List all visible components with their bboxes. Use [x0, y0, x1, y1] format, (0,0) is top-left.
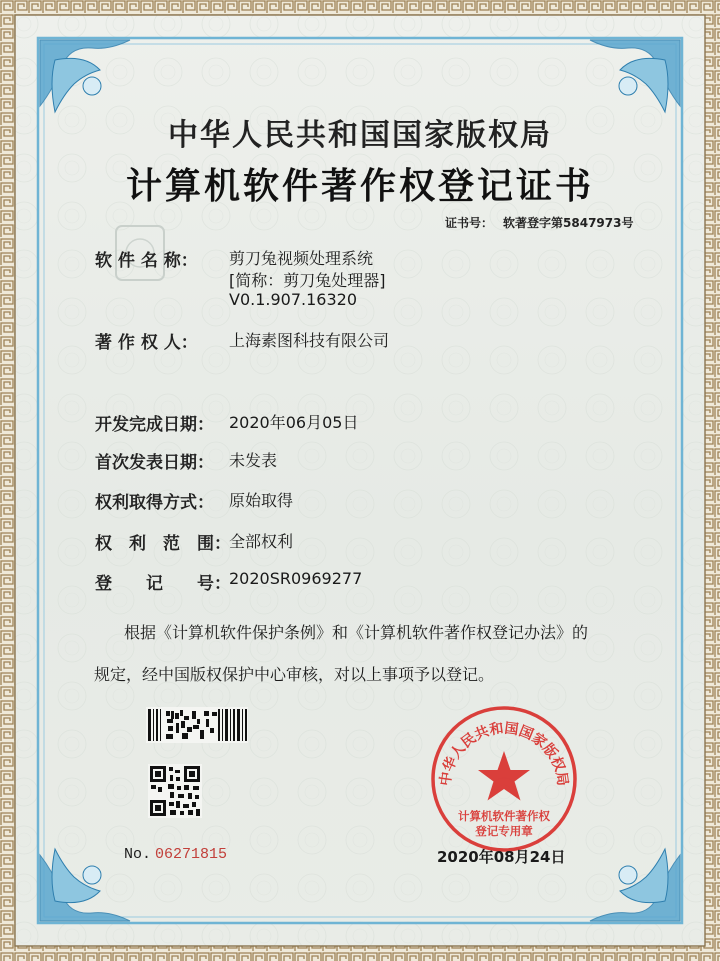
issuing-authority: 中华人民共和国国家版权局 [168, 118, 552, 153]
rights-scope-label: 权 利 范 围： [95, 534, 231, 554]
software-name-label: 软 件 名 称： [95, 251, 198, 271]
seal-inner-line-1: 计算机软件著作权 [458, 809, 550, 823]
software-short-name: [简称：剪刀兔处理器] [229, 271, 386, 290]
statement-line-2: 规定，经中国版权保护中心审核，对以上事项予以登记。 [94, 665, 495, 684]
star-icon [478, 751, 530, 801]
statement-line-1: 根据《计算机软件保护条例》和《计算机软件著作权登记办法》的 [124, 623, 589, 642]
certificate-title: 计算机软件著作权登记证书 [125, 165, 594, 207]
copyright-owner-value: 上海素图科技有限公司 [229, 331, 390, 350]
seal-outer-text: 中华人民共和国国家版权局 [437, 720, 571, 787]
serial-prefix: No. [124, 846, 152, 863]
seal-inner-line-2: 登记专用章 [475, 824, 533, 838]
rights-scope-value: 全部权利 [229, 532, 294, 551]
completion-date-value: 2020年06月05日 [229, 413, 359, 432]
software-version: V0.1.907.16320 [229, 290, 357, 309]
serial-number [124, 846, 227, 863]
software-name-value: 剪刀兔视频处理系统 [229, 249, 374, 268]
acquisition-method-label: 权利取得方式： [95, 493, 214, 513]
first-publish-date-value: 未发表 [229, 451, 278, 470]
completion-date-label: 开发完成日期： [95, 415, 214, 435]
copyright-owner-label: 著 作 权 人： [95, 333, 198, 353]
serial-number-value: 06271815 [155, 846, 228, 863]
qr-code [148, 764, 202, 818]
certificate-number-value: 软著登字第5847973号 [503, 216, 634, 230]
acquisition-method-value: 原始取得 [229, 491, 294, 510]
certificate-number [445, 214, 633, 231]
first-publish-date-label: 首次发表日期： [95, 453, 214, 473]
registration-number-value: 2020SR0969277 [229, 569, 363, 588]
registration-number-label: 登 记 号： [95, 574, 231, 594]
certificate-number-label: 证书号： [445, 216, 494, 230]
barcode [146, 707, 248, 743]
issue-date: 2020年08月24日 [437, 848, 566, 866]
official-seal [428, 703, 580, 855]
